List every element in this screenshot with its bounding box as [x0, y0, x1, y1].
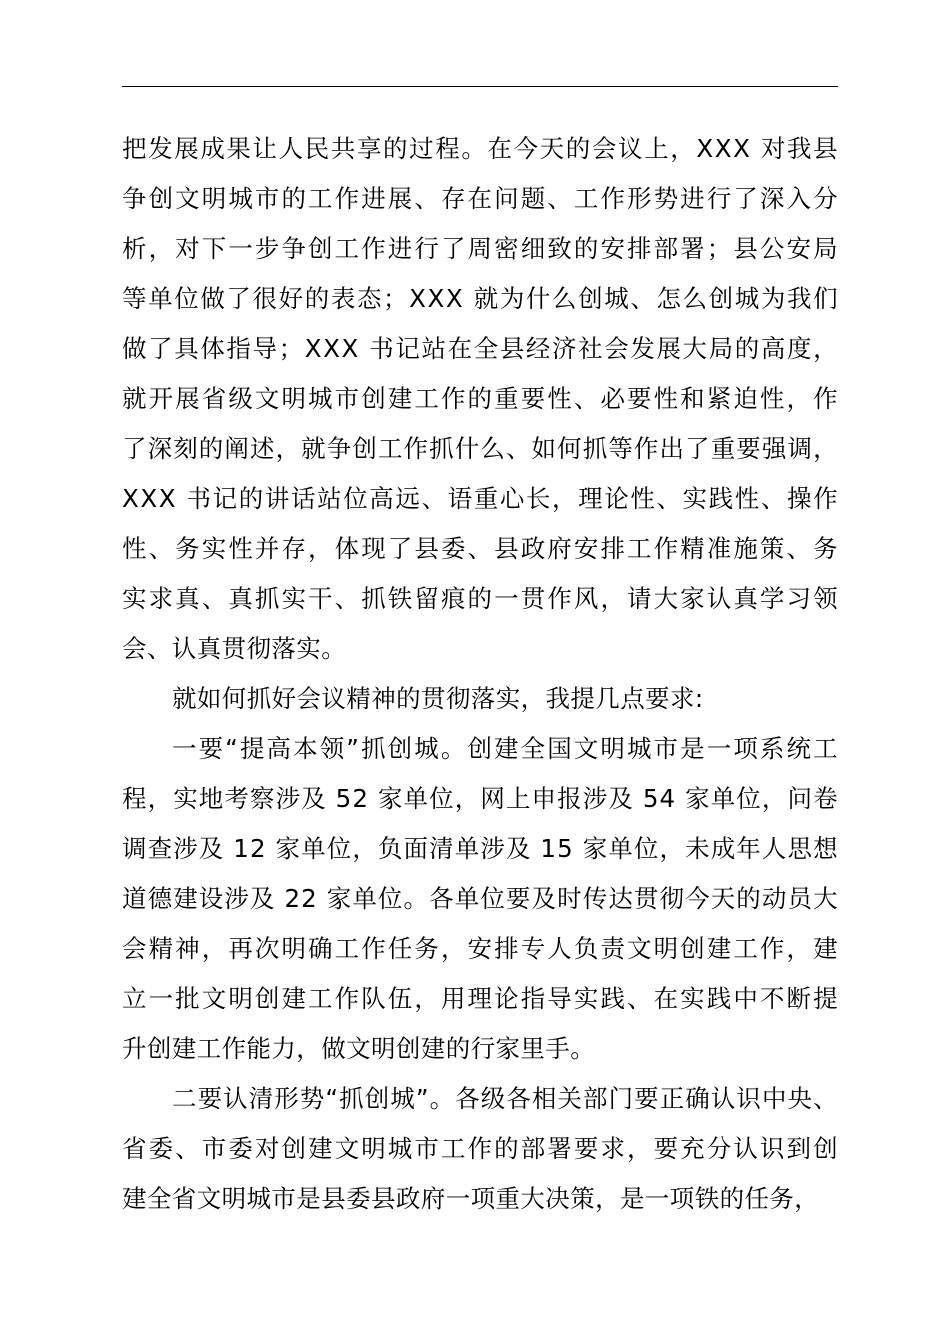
text-line: 程，实地考察涉及 52 家单位，网上申报涉及 54 家单位，问卷 [122, 784, 839, 813]
text-line: 性、务实性并存，体现了县委、县政府安排工作精准施策、务 [122, 534, 840, 563]
text-line: XXX 书记的讲话站位高远、语重心长，理论性、实践性、操作 [122, 484, 840, 513]
text-line: 升创建工作能力，做文明创建的行家里手。 [122, 1034, 596, 1063]
text-line: 二要认清形势“抓创城”。各级各相关部门要正确认识中央、 [172, 1084, 839, 1113]
text-line: 把发展成果让人民共享的过程。在今天的会议上，XXX 对我县 [122, 134, 840, 163]
text-line: 析，对下一步争创工作进行了周密细致的安排部署；县公安局 [122, 234, 840, 263]
text-line: 一要“提高本领”抓创城。创建全国文明城市是一项系统工 [172, 734, 840, 763]
text-line: 建全省文明城市是县委县政府一项重大决策，是一项铁的任务， [122, 1184, 820, 1213]
text-line: 会精神，再次明确工作任务，安排专人负责文明创建工作，建 [122, 934, 840, 963]
text-line: 实求真、真抓实干、抓铁留痕的一贯作风，请大家认真学习领 [122, 584, 840, 613]
text-line: 调查涉及 12 家单位，负面清单涉及 15 家单位，未成年人思想 [122, 834, 839, 863]
text-line: 就开展省级文明城市创建工作的重要性、必要性和紧迫性，作 [122, 384, 840, 413]
text-line: 争创文明城市的工作进展、存在问题、工作形势进行了深入分 [122, 184, 840, 213]
text-line: 就如何抓好会议精神的贯彻落实，我提几点要求: [172, 684, 704, 713]
text-line: 做了具体指导；XXX 书记站在全县经济社会发展大局的高度， [122, 334, 840, 363]
text-line: 道德建设涉及 22 家单位。各单位要及时传达贯彻今天的动员大 [122, 884, 839, 913]
text-line: 会、认真贯彻落实。 [122, 634, 347, 663]
text-line: 立一批文明创建工作队伍，用理论指导实践、在实践中不断提 [122, 984, 840, 1013]
text-line: 了深刻的阐述，就争创工作抓什么、如何抓等作出了重要强调， [122, 434, 839, 463]
header-rule [122, 86, 838, 87]
text-line: 省委、市委对创建文明城市工作的部署要求，要充分认识到创 [122, 1134, 840, 1163]
text-line: 等单位做了很好的表态；XXX 就为什么创城、怎么创城为我们 [122, 284, 840, 313]
body-text [122, 124, 862, 1224]
